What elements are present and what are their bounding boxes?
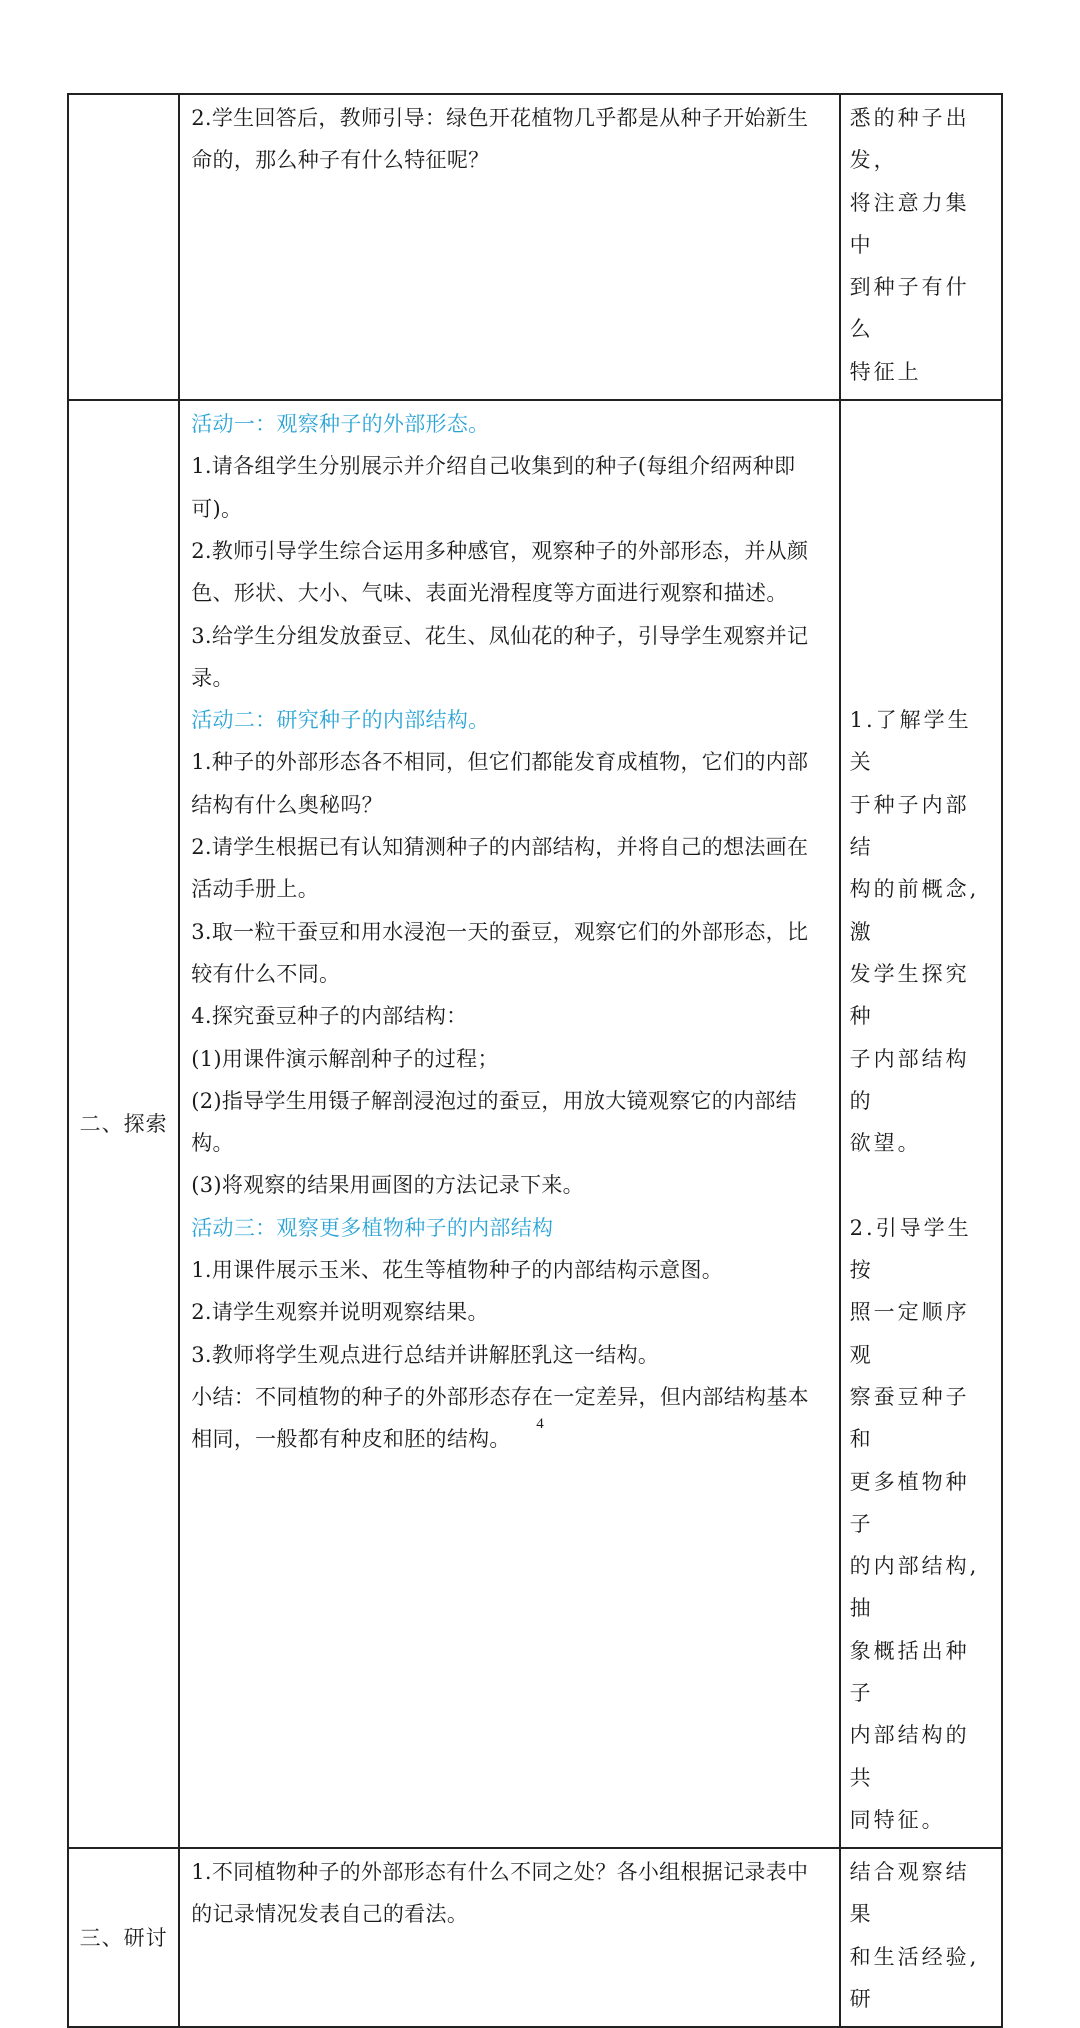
intent-line: 同特征。 <box>849 1807 946 1832</box>
intent-line: 的内部结构,抽 <box>849 1554 980 1621</box>
intent-line: 更多植物种子 <box>849 1469 970 1536</box>
intent-line: 象概括出种子 <box>849 1638 970 1705</box>
intent-line: 悉的种子出发， <box>849 106 970 173</box>
activity-content-cell <box>179 400 839 1848</box>
intent-line: 内部结构的共 <box>849 1723 970 1790</box>
content-line: 3.取一粒干蚕豆和用水浸泡一天的蚕豆，观察它们的外部形态，比 <box>191 919 809 944</box>
content-line: 3.给学生分组发放蚕豆、花生、凤仙花的种子，引导学生观察并记 <box>191 623 809 648</box>
content-line: 的记录情况发表自己的看法。 <box>191 1902 469 1927</box>
content-line: 2.请学生观察并说明观察结果。 <box>191 1300 489 1325</box>
intent-line: 子内部结构的 <box>849 1046 970 1113</box>
intent-line: 结合观察结果 <box>849 1860 970 1927</box>
design-intent-cell <box>840 400 1002 1848</box>
design-intent-cell <box>840 1848 1002 2027</box>
activity-heading: 活动三：观察更多植物种子的内部结构 <box>191 1215 554 1240</box>
content-line: 小结：不同植物的种子的外部形态存在一定差异，但内部结构基本 <box>191 1384 809 1409</box>
content-line: 录。 <box>191 665 234 690</box>
intent-spacer <box>850 488 993 530</box>
lesson-plan-table <box>67 93 1003 2028</box>
content-line: 构。 <box>191 1131 234 1156</box>
table-row <box>68 400 1002 1848</box>
content-line: (3)将观察的结果用画图的方法记录下来。 <box>191 1173 584 1198</box>
content-line: 1.种子的外部形态各不相同，但它们都能发育成植物，它们的内部 <box>191 750 809 775</box>
table-row <box>68 94 1002 400</box>
intent-line: 发学生探究种 <box>849 961 970 1029</box>
content-line: 可)。 <box>191 496 243 521</box>
intent-line: 构的前概念,激 <box>849 877 980 944</box>
lesson-plan-table-body <box>68 94 1002 2027</box>
intent-line: 到种子有什么 <box>849 275 970 342</box>
intent-line: 1.了解学生关 <box>849 708 972 775</box>
activity-heading: 活动一：观察种子的外部形态。 <box>191 412 490 437</box>
intent-spacer <box>850 530 993 572</box>
content-line: 结构有什么奥秘吗？ <box>191 792 383 817</box>
activity-content-cell <box>179 94 839 400</box>
design-intent-cell <box>840 94 1002 400</box>
intent-line: 欲望。 <box>849 1131 922 1156</box>
content-line: 较有什么不同。 <box>191 961 341 986</box>
content-line: (2)指导学生用镊子解剖浸泡过的蚕豆，用放大镜观察它的内部结 <box>191 1088 797 1113</box>
activity-content-cell <box>179 1848 839 2027</box>
intent-line: 将注意力集中 <box>849 190 970 257</box>
table-row <box>68 1848 1002 2027</box>
intent-line: 于种子内部结 <box>849 792 970 860</box>
content-line: (1)用课件演示解剖种子的过程； <box>191 1046 499 1071</box>
intent-line: 察蚕豆种子和 <box>849 1384 970 1452</box>
page-number: 4 <box>536 1416 544 1432</box>
content-line: 2.教师引导学生综合运用多种感官，观察种子的外部形态，并从颜 <box>191 538 809 563</box>
content-line: 1.用课件展示玉米、花生等植物种子的内部结构示意图。 <box>191 1258 724 1283</box>
content-line: 相同，一般都有种皮和胚的结构。 <box>191 1427 511 1452</box>
content-line: 活动手册上。 <box>191 877 320 902</box>
content-line: 1.不同植物种子的外部形态有什么不同之处？各小组根据记录表中 <box>191 1860 809 1885</box>
intent-spacer <box>850 445 993 487</box>
intent-spacer <box>850 403 993 445</box>
intent-spacer <box>850 657 993 699</box>
stage-cell: 二、探索 <box>68 400 179 1848</box>
activity-heading: 活动二：研究种子的内部结构。 <box>191 708 490 733</box>
intent-spacer <box>850 1164 993 1206</box>
content-line: 1.请各组学生分别展示并介绍自己收集到的种子(每组介绍两种即 <box>191 454 796 479</box>
intent-line: 和生活经验,研 <box>849 1944 980 2012</box>
content-line: 4.探究蚕豆种子的内部结构： <box>191 1004 468 1029</box>
stage-cell <box>68 94 179 400</box>
stage-cell: 三、研讨 <box>68 1848 179 2027</box>
intent-line: 2.引导学生按 <box>849 1215 972 1283</box>
intent-spacer <box>850 615 993 657</box>
content-line: 命的，那么种子有什么特征呢？ <box>191 148 490 173</box>
content-line: 色、形状、大小、气味、表面光滑程度等方面进行观察和描述。 <box>191 581 788 606</box>
intent-line: 特征上 <box>849 359 922 384</box>
intent-spacer <box>850 572 993 614</box>
content-line: 2.请学生根据已有认知猜测种子的内部结构，并将自己的想法画在 <box>191 835 809 860</box>
content-line: 3.教师将学生观点进行总结并讲解胚乳这一结构。 <box>191 1342 660 1367</box>
content-line: 2.学生回答后，教师引导：绿色开花植物几乎都是从种子开始新生 <box>191 106 809 130</box>
intent-line: 照一定顺序观 <box>849 1300 970 1367</box>
